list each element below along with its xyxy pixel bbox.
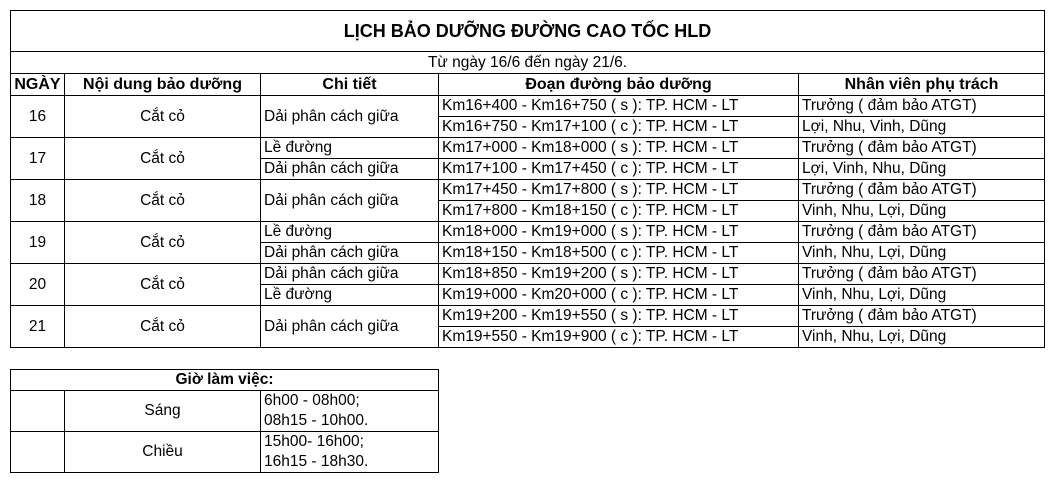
- shift-name: Chiều: [65, 432, 261, 473]
- working-hours-title: Giờ làm việc:: [11, 370, 439, 391]
- segment-cell: Km16+400 - Km16+750 ( s ): TP. HCM - LT: [439, 96, 799, 117]
- segment-cell: Km17+100 - Km17+450 ( c ): TP. HCM - LT: [439, 159, 799, 180]
- day-cell: 18: [11, 180, 65, 222]
- segment-cell: Km19+000 - Km20+000 ( c ): TP. HCM - LT: [439, 285, 799, 306]
- staff-cell: Trưởng ( đảm bảo ATGT): [799, 96, 1045, 117]
- segment-cell: Km18+000 - Km19+000 ( s ): TP. HCM - LT: [439, 222, 799, 243]
- table-row: [11, 180, 1045, 201]
- task-cell: Cắt cỏ: [65, 264, 261, 306]
- staff-cell: Trưởng ( đảm bảo ATGT): [799, 138, 1045, 159]
- schedule-title: LỊCH BẢO DƯỠNG ĐƯỜNG CAO TỐC HLD: [11, 11, 1045, 52]
- table-row: [11, 432, 439, 453]
- detail-cell: Dải phân cách giữa: [261, 306, 439, 348]
- task-cell: Cắt cỏ: [65, 96, 261, 138]
- table-row: [11, 222, 1045, 243]
- day-cell: 21: [11, 306, 65, 348]
- detail-cell: Dải phân cách giữa: [261, 96, 439, 138]
- table-row: [11, 306, 1045, 327]
- maintenance-schedule-table: [10, 10, 1045, 348]
- shift-time: 08h15 - 10h00.: [261, 411, 439, 432]
- staff-cell: Lợi, Nhu, Vinh, Dũng: [799, 117, 1045, 138]
- header-segment: Đoạn đường bảo dưỡng: [439, 74, 799, 96]
- staff-cell: Trưởng ( đảm bảo ATGT): [799, 264, 1045, 285]
- table-row: [11, 138, 1045, 159]
- blank-cell: [11, 432, 65, 473]
- header-task: Nội dung bảo dưỡng: [65, 74, 261, 96]
- shift-time: 6h00 - 08h00;: [261, 391, 439, 412]
- detail-cell: Dải phân cách giữa: [261, 180, 439, 222]
- shift-time: 15h00- 16h00;: [261, 432, 439, 453]
- day-cell: 20: [11, 264, 65, 306]
- segment-cell: Km17+800 - Km18+150 ( c ): TP. HCM - LT: [439, 201, 799, 222]
- detail-cell: Dải phân cách giữa: [261, 243, 439, 264]
- staff-cell: Lợi, Vinh, Nhu, Dũng: [799, 159, 1045, 180]
- segment-cell: Km19+200 - Km19+550 ( s ): TP. HCM - LT: [439, 306, 799, 327]
- day-cell: 19: [11, 222, 65, 264]
- working-hours-table: [10, 369, 439, 473]
- task-cell: Cắt cỏ: [65, 138, 261, 180]
- staff-cell: Trưởng ( đảm bảo ATGT): [799, 306, 1045, 327]
- schedule-date-range: Từ ngày 16/6 đến ngày 21/6.: [11, 52, 1045, 74]
- detail-cell: Lề đường: [261, 222, 439, 243]
- table-row: [11, 96, 1045, 117]
- staff-cell: Vinh, Nhu, Lợi, Dũng: [799, 201, 1045, 222]
- staff-cell: Trưởng ( đảm bảo ATGT): [799, 180, 1045, 201]
- day-cell: 17: [11, 138, 65, 180]
- day-cell: 16: [11, 96, 65, 138]
- header-day: NGÀY: [11, 74, 65, 96]
- detail-cell: Lề đường: [261, 285, 439, 306]
- table-row: [11, 391, 439, 412]
- header-staff: Nhân viên phụ trách: [799, 74, 1045, 96]
- detail-cell: Dải phân cách giữa: [261, 264, 439, 285]
- table-row: [11, 264, 1045, 285]
- staff-cell: Trưởng ( đảm bảo ATGT): [799, 222, 1045, 243]
- staff-cell: Vinh, Nhu, Lợi, Dũng: [799, 327, 1045, 348]
- segment-cell: Km18+150 - Km18+500 ( c ): TP. HCM - LT: [439, 243, 799, 264]
- staff-cell: Vinh, Nhu, Lợi, Dũng: [799, 243, 1045, 264]
- task-cell: Cắt cỏ: [65, 306, 261, 348]
- detail-cell: Dải phân cách giữa: [261, 159, 439, 180]
- staff-cell: Vinh, Nhu, Lợi, Dũng: [799, 285, 1045, 306]
- detail-cell: Lề đường: [261, 138, 439, 159]
- shift-time: 16h15 - 18h30.: [261, 452, 439, 473]
- segment-cell: Km19+550 - Km19+900 ( c ): TP. HCM - LT: [439, 327, 799, 348]
- task-cell: Cắt cỏ: [65, 180, 261, 222]
- segment-cell: Km17+450 - Km17+800 ( s ): TP. HCM - LT: [439, 180, 799, 201]
- segment-cell: Km17+000 - Km18+000 ( s ): TP. HCM - LT: [439, 138, 799, 159]
- task-cell: Cắt cỏ: [65, 222, 261, 264]
- segment-cell: Km18+850 - Km19+200 ( s ): TP. HCM - LT: [439, 264, 799, 285]
- blank-cell: [11, 391, 65, 432]
- shift-name: Sáng: [65, 391, 261, 432]
- header-detail: Chi tiết: [261, 74, 439, 96]
- segment-cell: Km16+750 - Km17+100 ( c ): TP. HCM - LT: [439, 117, 799, 138]
